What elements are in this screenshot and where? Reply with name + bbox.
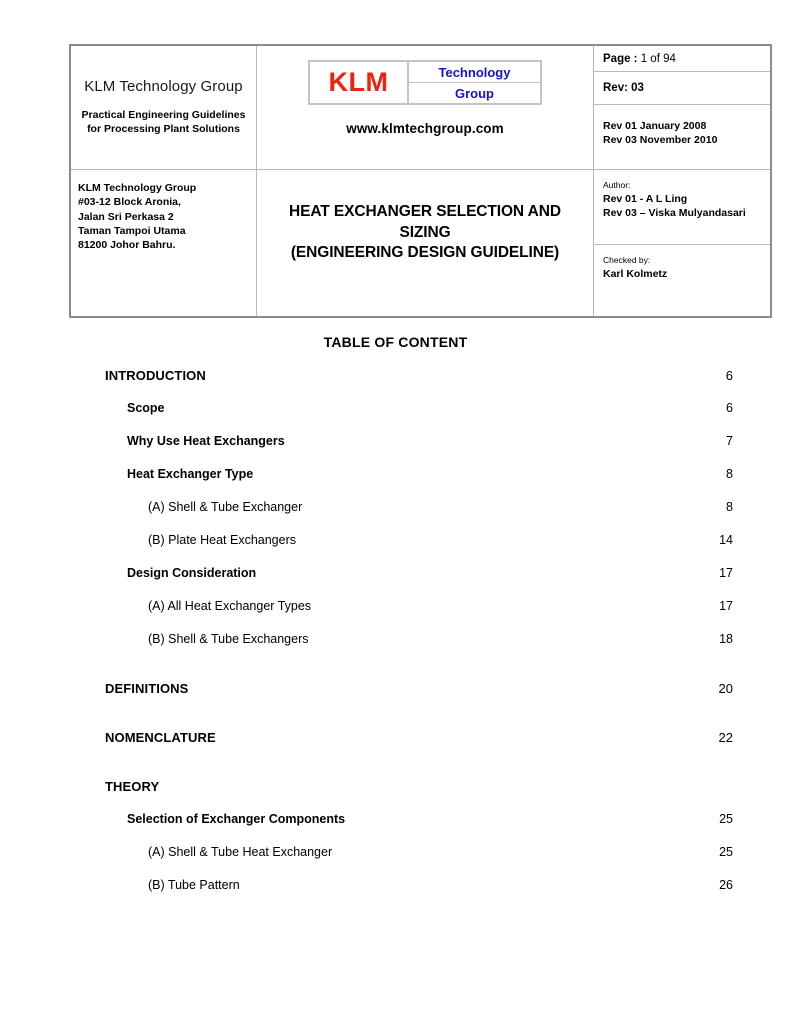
toc-entry[interactable] (105, 878, 733, 911)
toc-entry-label: (A) Shell & Tube Exchanger (148, 500, 303, 514)
revision-label: Rev: 03 (603, 82, 644, 94)
table-of-contents (105, 368, 733, 911)
toc-entry-page-number: 6 (726, 401, 733, 415)
toc-entry[interactable] (105, 500, 733, 533)
document-title-cell (257, 170, 593, 316)
header-middle-column (257, 46, 594, 316)
toc-entry-page-number: 17 (719, 566, 733, 580)
document-title-line3: (ENGINEERING DESIGN GUIDELINE) (290, 244, 560, 262)
toc-entry[interactable] (105, 533, 733, 566)
toc-entry-page-number: 22 (718, 730, 733, 745)
toc-entry-page-number: 8 (726, 467, 733, 481)
toc-entry-page-number: 25 (719, 845, 733, 859)
document-title-line1: HEAT EXCHANGER SELECTION AND (289, 202, 561, 220)
author-cell (594, 170, 770, 245)
toc-entry-label: (B) Tube Pattern (148, 878, 240, 892)
company-tagline (82, 109, 246, 137)
toc-entry[interactable] (105, 681, 733, 714)
logo-klm-block (310, 62, 409, 103)
toc-entry-page-number: 8 (726, 500, 733, 514)
toc-entry-label: Scope (127, 401, 165, 415)
klm-logo (308, 60, 542, 105)
toc-entry[interactable] (105, 401, 733, 434)
toc-entry-label: Heat Exchanger Type (127, 467, 254, 481)
author-label: Author: (603, 180, 631, 190)
author-line-2: Rev 03 – Viska Mulyandasari (603, 207, 746, 220)
page-value: 1 of 94 (640, 52, 676, 65)
logo-text-stack (409, 62, 540, 103)
company-tagline-line1: Practical Engineering Guidelines (81, 109, 246, 122)
toc-entry-page-number: 17 (719, 599, 733, 613)
page-number-cell (594, 46, 770, 72)
toc-entry[interactable] (105, 812, 733, 845)
toc-entry-page-number: 6 (725, 368, 733, 383)
revision-cell (594, 72, 770, 105)
toc-entry-label: INTRODUCTION (105, 368, 206, 383)
toc-heading: TABLE OF CONTENT (323, 334, 468, 350)
toc-entry-label: (A) All Heat Exchanger Types (148, 599, 312, 613)
toc-entry-label: DEFINITIONS (105, 681, 189, 696)
revision-date-1: Rev 01 January 2008 (603, 120, 707, 132)
toc-entry-label: (A) Shell & Tube Heat Exchanger (148, 845, 333, 859)
checked-by-cell (594, 245, 770, 316)
toc-entry-label: THEORY (105, 779, 160, 794)
company-name: KLM Technology Group (84, 78, 243, 96)
document-header-table (69, 44, 772, 318)
address-line-3: Jalan Sri Perkasa 2 (78, 210, 174, 223)
revision-date-2: Rev 03 November 2010 (603, 134, 718, 147)
toc-entry-page-number: 26 (719, 878, 733, 892)
toc-entry-label: (B) Plate Heat Exchangers (148, 533, 296, 547)
toc-entry[interactable] (105, 368, 733, 401)
toc-entry[interactable] (105, 779, 733, 812)
address-line-1: KLM Technology Group (78, 182, 197, 194)
company-tagline-line2: for Processing Plant Solutions (87, 123, 240, 135)
toc-entry-page-number: 20 (718, 681, 733, 696)
toc-entry-label: (B) Shell & Tube Exchangers (148, 632, 309, 646)
logo-technology-text: Technology (409, 62, 540, 83)
document-title-line2: SIZING (399, 223, 451, 241)
toc-entry[interactable] (105, 566, 733, 599)
logo-klm-text: KLM (328, 67, 389, 97)
website-url: www.klmtechgroup.com (346, 121, 504, 136)
checked-by-label: Checked by: (603, 255, 651, 265)
toc-entry-label: NOMENCLATURE (105, 730, 216, 745)
toc-entry[interactable] (105, 730, 733, 763)
toc-entry-page-number: 18 (719, 632, 733, 646)
document-title (289, 202, 561, 265)
toc-entry-page-number: 14 (719, 533, 733, 547)
company-address-cell (71, 170, 256, 316)
address-line-5: 81200 Johor Bahru. (78, 239, 176, 252)
revision-dates-cell (594, 105, 770, 170)
toc-entry[interactable] (105, 632, 733, 665)
logo-cell (257, 46, 593, 170)
toc-entry[interactable] (105, 599, 733, 632)
company-identity-cell (71, 46, 256, 170)
toc-entry[interactable] (105, 845, 733, 878)
author-line-1: Rev 01 - A L Ling (603, 192, 688, 205)
toc-entry-label: Selection of Exchanger Components (127, 812, 346, 826)
toc-entry[interactable] (105, 467, 733, 500)
toc-entry-page-number: 7 (726, 434, 733, 448)
address-line-2: #03-12 Block Aronia, (78, 196, 181, 209)
header-left-column (71, 46, 257, 316)
address-line-4: Taman Tampoi Utama (78, 224, 186, 237)
toc-entry-label: Design Consideration (127, 566, 257, 580)
header-right-column (594, 46, 770, 316)
toc-entry-label: Why Use Heat Exchangers (127, 434, 285, 448)
page-number-line (603, 53, 770, 65)
page-label: Page : (603, 52, 638, 65)
logo-group-text: Group (455, 85, 494, 101)
toc-entry[interactable] (105, 434, 733, 467)
toc-entry-page-number: 25 (719, 812, 733, 826)
checked-by-name: Karl Kolmetz (603, 267, 668, 280)
